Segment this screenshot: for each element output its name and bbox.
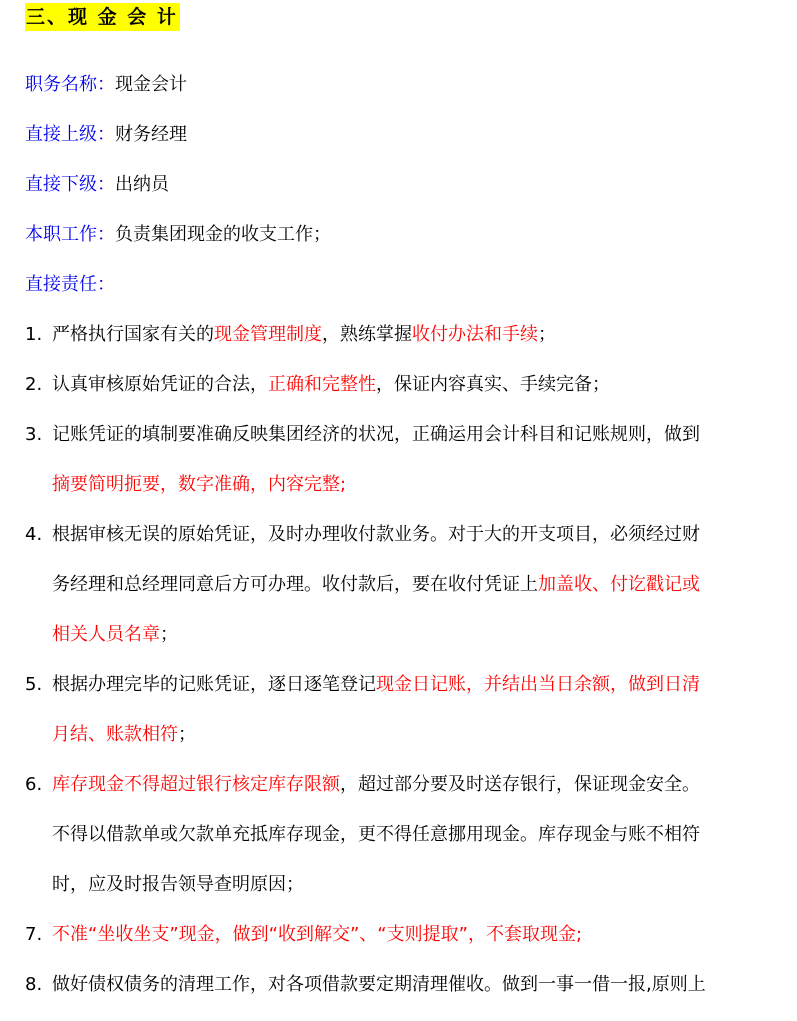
item-line: 不得以借款单或欠款单充抵库存现金，更不得任意挪用现金。库存现金与账不相符 — [52, 824, 700, 845]
item-line: 时，应及时报告领导查明原因； — [52, 874, 304, 895]
item-highlight: 不准“坐收坐支”现金，做到“收到解交”、“支则提取”，不套取现金; — [52, 924, 583, 945]
item-highlight: 正确和完整性 — [268, 374, 376, 395]
item-text: 根据办理完毕的记账凭证，逐日逐笔登记 — [52, 674, 376, 695]
section-heading: 三、现 金 会 计 — [25, 3, 180, 31]
item-text: ，超过部分要及时送存银行，保证现金安全。 — [340, 774, 700, 795]
item-number: 7. — [25, 924, 43, 945]
item-text: ，保证内容真实、手续完备； — [376, 374, 610, 395]
job-title-row — [25, 73, 187, 97]
item-number: 4. — [25, 524, 43, 545]
responsibilities-row — [25, 273, 115, 297]
item-line: 记账凭证的填制要准确反映集团经济的状况，正确运用会计科目和记账规则，做到 — [52, 424, 700, 445]
job-title-label: 职务名称： — [25, 74, 115, 95]
item-number: 2. — [25, 374, 43, 395]
item-line — [52, 623, 178, 647]
item-text: ； — [178, 724, 196, 745]
item-highlight: 加盖收、付讫戳记或 — [538, 574, 700, 595]
item-line — [52, 673, 700, 697]
direct-subordinate-row — [25, 173, 169, 197]
item-number: 5. — [25, 674, 43, 695]
item-line — [52, 373, 610, 397]
item-highlight: 收付办法和手续 — [412, 324, 538, 345]
main-work-label: 本职工作： — [25, 224, 115, 245]
item-line — [52, 773, 700, 797]
item-number: 8. — [25, 974, 43, 995]
item-line — [52, 723, 196, 747]
item-number: 3. — [25, 424, 43, 445]
item-highlight: 相关人员名章 — [52, 624, 160, 645]
item-line — [52, 573, 700, 597]
item-text: ，熟练掌握 — [322, 324, 412, 345]
item-text: 务经理和总经理同意后方可办理。收付款后，要在收付凭证上 — [52, 574, 538, 595]
item-text: 认真审核原始凭证的合法， — [52, 374, 268, 395]
job-title-value: 现金会计 — [115, 74, 187, 95]
item-line: 根据审核无误的原始凭证，及时办理收付款业务。对于大的开支项目，必须经过财 — [52, 524, 700, 545]
item-number: 6. — [25, 774, 43, 795]
item-highlight: 库存现金不得超过银行核定库存限额 — [52, 774, 340, 795]
direct-subordinate-label: 直接下级： — [25, 174, 115, 195]
item-highlight: 月结、账款相符 — [52, 724, 178, 745]
item-line — [52, 323, 556, 347]
item-line: 做好债权债务的清理工作，对各项借款要定期清理催收。做到一事一借一报,原则上 — [52, 974, 706, 995]
item-highlight: 摘要简明扼要，数字准确，内容完整; — [52, 474, 347, 495]
direct-superior-label: 直接上级： — [25, 124, 115, 145]
item-highlight: 现金日记账，并结出当日余额，做到日清 — [376, 674, 700, 695]
main-work-row — [25, 223, 331, 247]
direct-subordinate-value: 出纳员 — [115, 174, 169, 195]
main-work-value: 负责集团现金的收支工作； — [115, 224, 331, 245]
direct-superior-row — [25, 123, 187, 147]
item-highlight: 现金管理制度 — [214, 324, 322, 345]
item-text: ； — [538, 324, 556, 345]
item-text: 严格执行国家有关的 — [52, 324, 214, 345]
responsibilities-label: 直接责任： — [25, 274, 115, 295]
direct-superior-value: 财务经理 — [115, 124, 187, 145]
item-text: ； — [160, 624, 178, 645]
item-number: 1. — [25, 324, 43, 345]
